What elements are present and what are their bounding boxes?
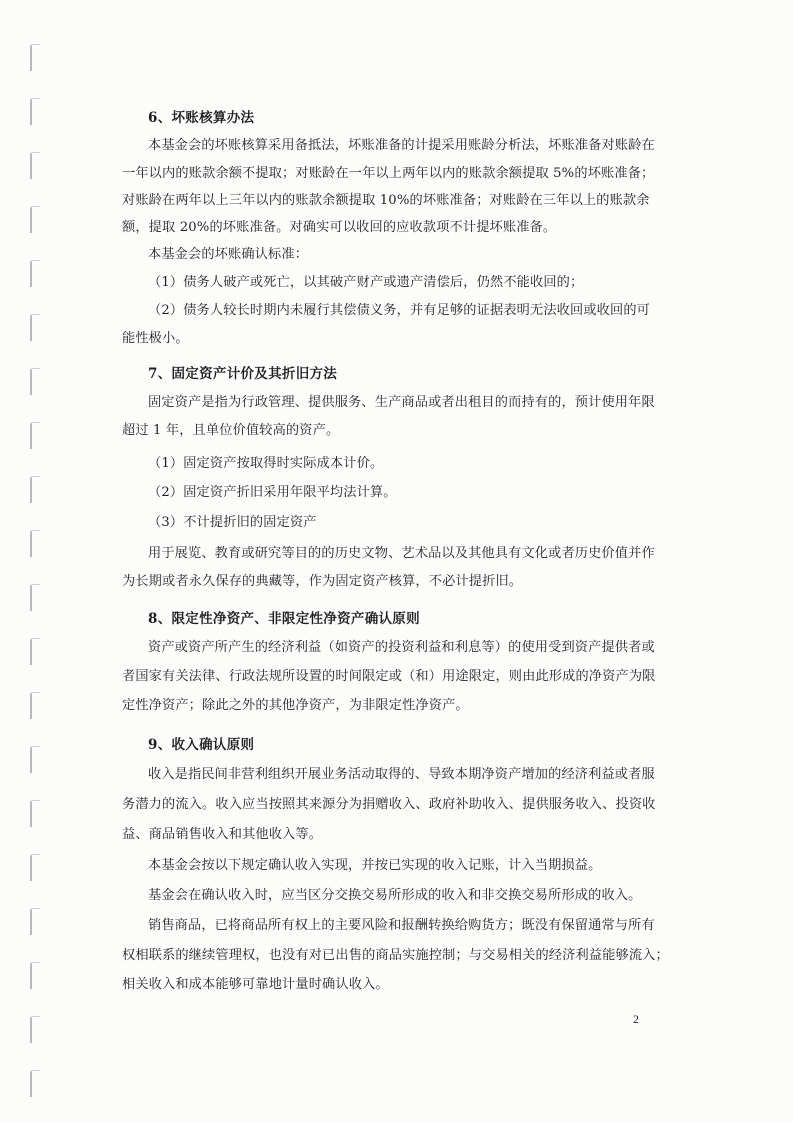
- list-item: （2）固定资产折旧采用年限平均法计算。: [148, 485, 397, 500]
- binding-mark: [30, 638, 40, 665]
- paragraph-line: 本基金会的坏账确认标准：: [148, 247, 309, 262]
- paragraph-line: 益、商品销售收入和其他收入等。: [122, 827, 323, 842]
- binding-mark: [30, 44, 40, 71]
- binding-mark: [30, 908, 40, 935]
- section-7-title: 7、固定资产计价及其折旧方法: [148, 366, 338, 382]
- binding-mark: [30, 530, 40, 557]
- list-item: （1）债务人破产或死亡，以其破产财产或遗产清偿后，仍然不能收回的；: [148, 275, 584, 290]
- binding-mark: [30, 962, 40, 989]
- list-item: （1）固定资产按取得时实际成本计价。: [148, 456, 384, 471]
- paragraph-line: 对账龄在两年以上三年以内的账款余额提取 10%的坏账准备；对账龄在三年以上的账款余: [122, 193, 650, 208]
- binding-mark: [30, 314, 40, 341]
- paragraph-line: 为长期或者永久保存的典藏等，作为固定资产核算，不必计提折旧。: [122, 574, 523, 589]
- section-6-title: 6、坏账核算办法: [148, 110, 255, 126]
- paragraph-line: 相关收入和成本能够可靠地计量时确认收入。: [122, 977, 389, 992]
- paragraph-line: 能性极小。: [122, 331, 189, 346]
- binding-mark: [30, 854, 40, 881]
- binding-mark: [30, 584, 40, 611]
- list-item: （3）不计提折旧的固定资产: [148, 515, 317, 530]
- binding-mark: [30, 98, 40, 125]
- paragraph-line: 本基金会的坏账核算采用备抵法，坏账准备的计提采用账龄分析法，坏账准备对账龄在: [148, 138, 655, 153]
- binding-mark: [30, 206, 40, 233]
- page-number: 2: [633, 1012, 639, 1026]
- paragraph-line: 者国家有关法律、行政法规所设置的时间限定或（和）用途限定，则由此形成的净资产为限: [122, 669, 656, 684]
- paragraph-line: 收入是指民间非营利组织开展业务活动取得的、导致本期净资产增加的经济利益或者服: [148, 767, 655, 782]
- binding-mark: [30, 368, 40, 395]
- binding-mark: [30, 476, 40, 503]
- paragraph-line: 销售商品，已将商品所有权上的主要风险和报酬转换给购货方；既没有保留通常与所有: [148, 918, 655, 933]
- paragraph-line: 额，提取 20%的坏账准备。对确实可以收回的应收款项不计提坏账准备。: [122, 220, 557, 235]
- paragraph-line: 固定资产是指为行政管理、提供服务、生产商品或者出租目的而持有的，预计使用年限: [148, 395, 655, 410]
- list-item: （2）债务人较长时期内未履行其偿债义务，并有足够的证据表明无法收回或收回的可: [148, 303, 651, 318]
- paragraph-line: 资产或资产所产生的经济利益（如资产的投资利益和利息等）的使用受到资产提供者或: [148, 640, 655, 655]
- paragraph-line: 基金会在确认收入时，应当区分交换交易所形成的收入和非交换交易所形成的收入。: [148, 888, 642, 903]
- binding-mark: [30, 260, 40, 287]
- binding-mark: [30, 1070, 40, 1097]
- binding-holes: [30, 40, 44, 1110]
- binding-mark: [30, 422, 40, 449]
- binding-mark: [30, 800, 40, 827]
- paragraph-line: 本基金会按以下规定确认收入实现，并按已实现的收入记账，计入当期损益。: [148, 858, 602, 873]
- paragraph-line: 用于展览、教育或研究等目的的历史文物、艺术品以及其他具有文化或者历史价值并作: [148, 546, 655, 561]
- paragraph-line: 权相联系的继续管理权，也没有对已出售的商品实施控制；与交易相关的经济利益能够流入；: [122, 948, 669, 963]
- binding-mark: [30, 152, 40, 179]
- paragraph-line: 一年以内的账款余额不提取；对账龄在一年以上两年以内的账款余额提取 5%的坏账准备；: [122, 166, 655, 181]
- section-8-title: 8、限定性净资产、非限定性净资产确认原则: [148, 611, 420, 627]
- paragraph-line: 务潜力的流入。收入应当按照其来源分为捐赠收入、政府补助收入、提供服务收入、投资收: [122, 797, 656, 812]
- binding-mark: [30, 746, 40, 773]
- binding-mark: [30, 1016, 40, 1043]
- section-9-title: 9、收入确认原则: [148, 737, 255, 753]
- paragraph-line: 超过 1 年，且单位价值较高的资产。: [122, 423, 340, 438]
- paragraph-line: 定性净资产；除此之外的其他净资产，为非限定性净资产。: [122, 698, 469, 713]
- binding-mark: [30, 692, 40, 719]
